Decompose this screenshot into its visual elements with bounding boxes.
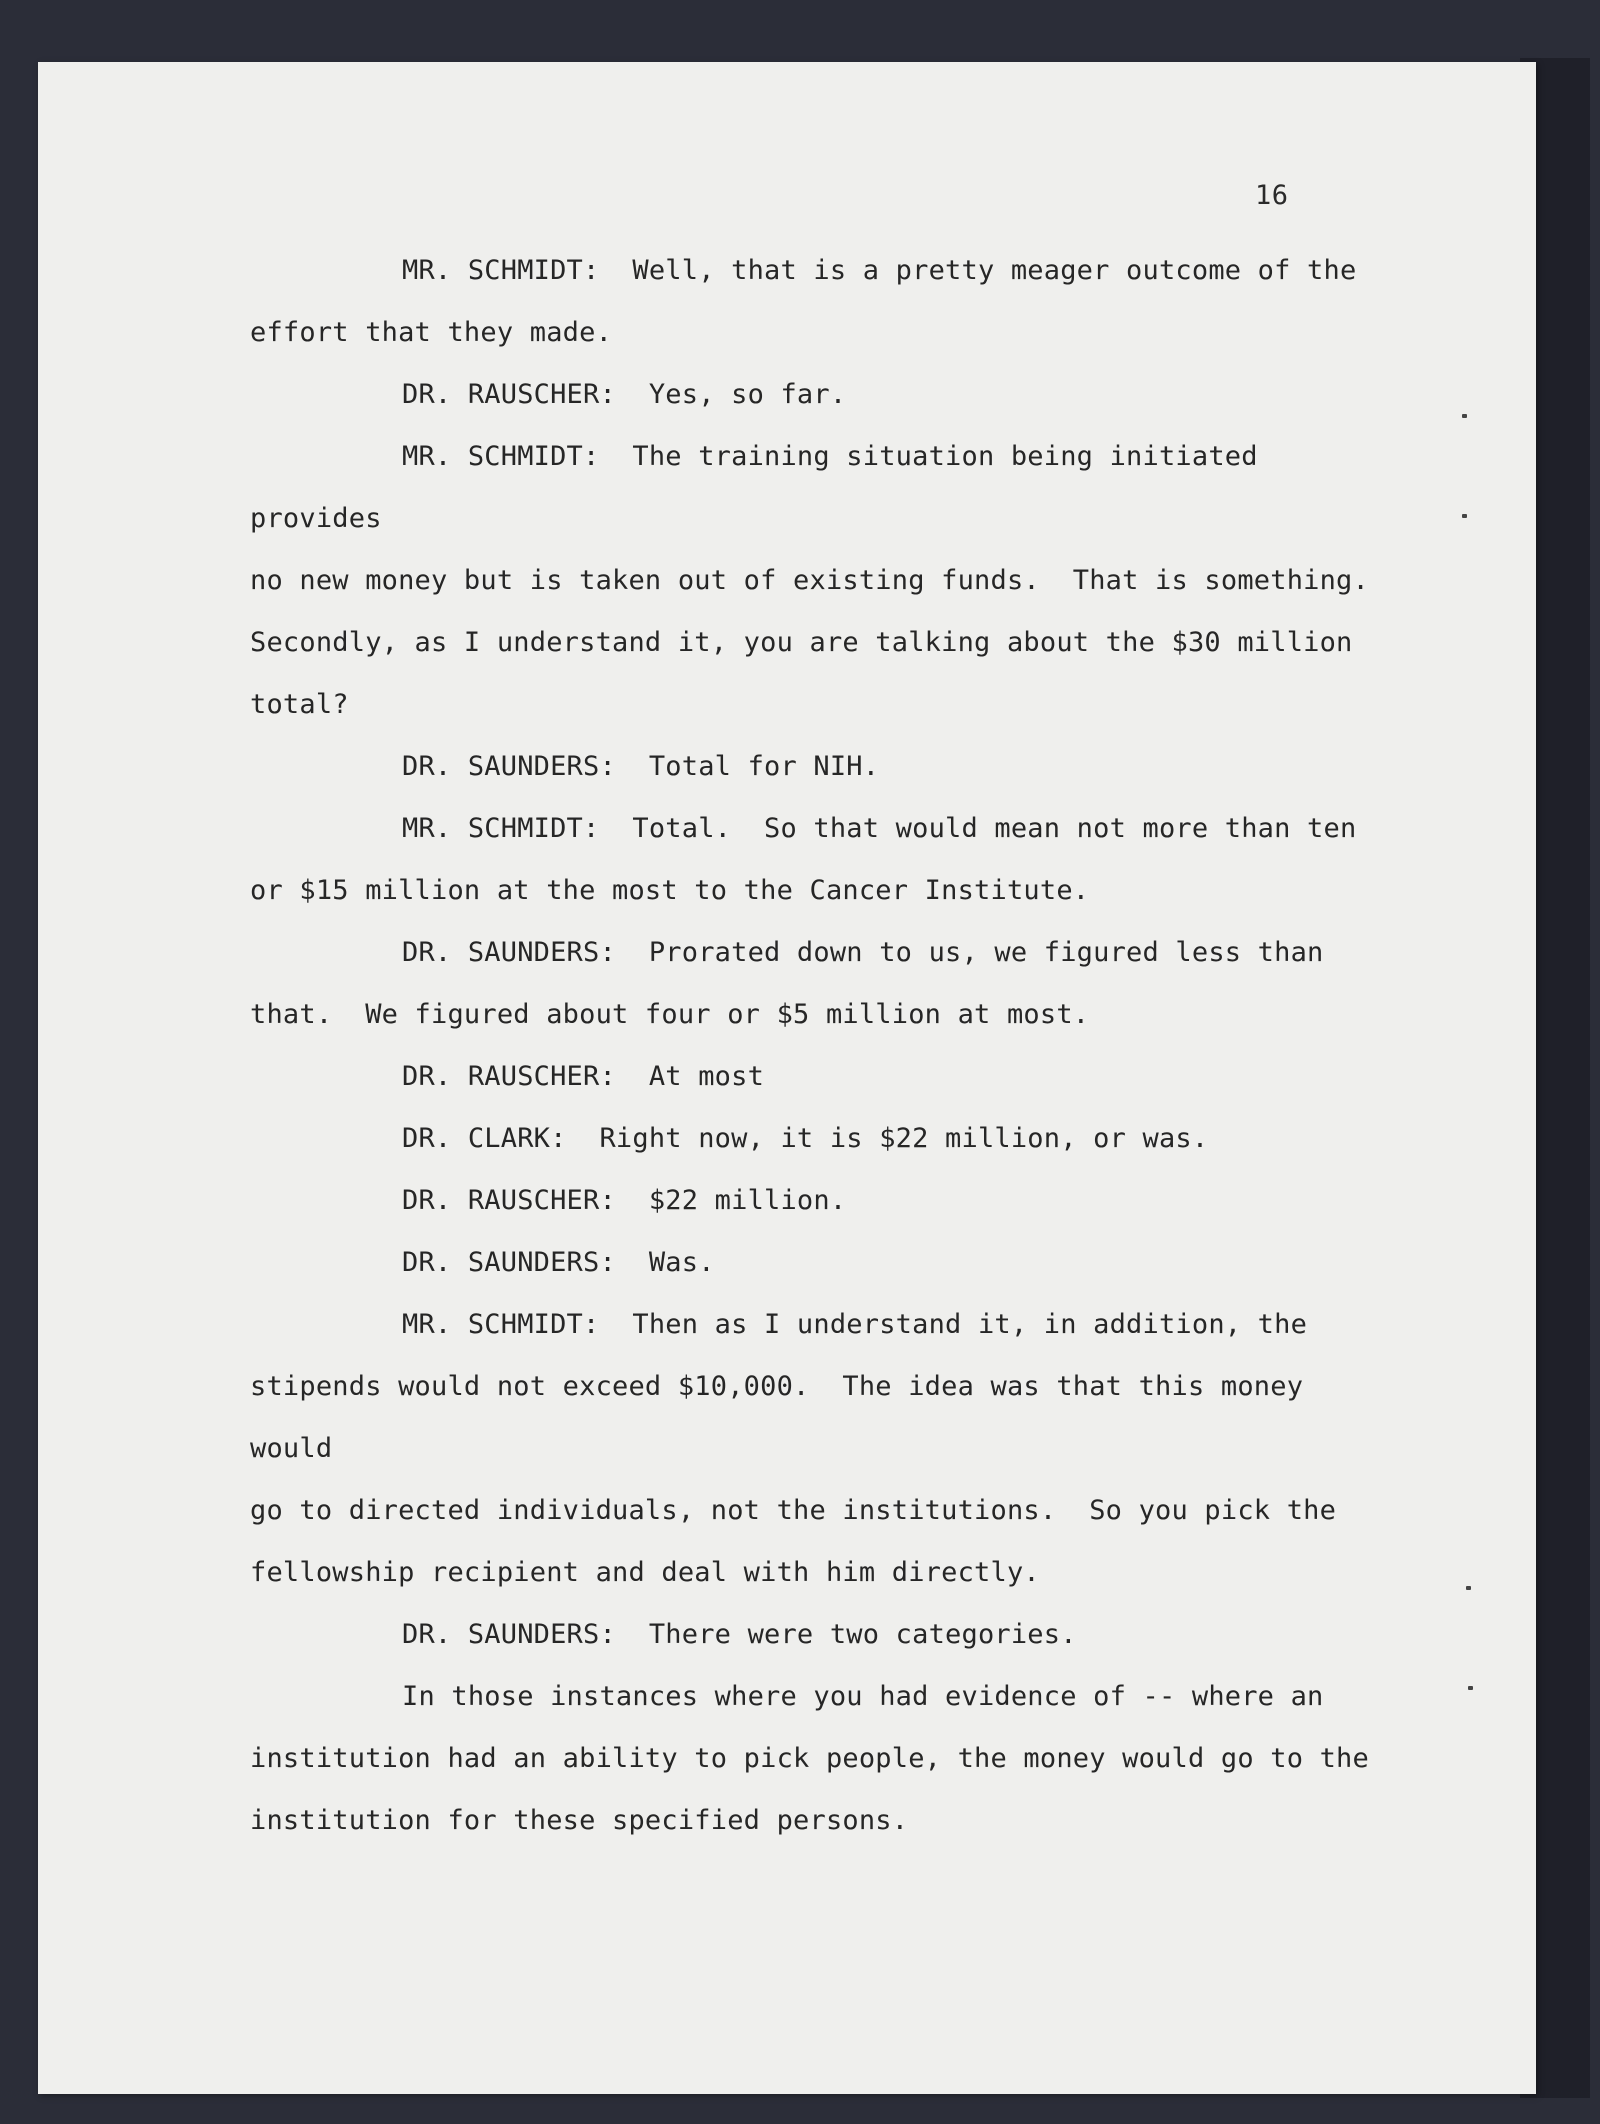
text-line: no new money but is taken out of existing funds. That is something. bbox=[250, 565, 1369, 596]
paragraph bbox=[250, 1666, 1400, 1852]
text-line: fellowship recipient and deal with him directly. bbox=[250, 1557, 1040, 1588]
paragraph bbox=[250, 240, 1400, 364]
transcript-body bbox=[250, 240, 1400, 1852]
margin-mark bbox=[1468, 1686, 1473, 1690]
text-line: DR. SAUNDERS: There were two categories. bbox=[402, 1619, 1077, 1650]
text-line: DR. CLARK: Right now, it is $22 million, or was. bbox=[402, 1123, 1209, 1154]
margin-mark bbox=[1462, 414, 1467, 418]
text-line: total? bbox=[250, 689, 349, 720]
text-line: stipends would not exceed $10,000. The idea was that this money would bbox=[250, 1371, 1320, 1464]
text-line: DR. SAUNDERS: Prorated down to us, we figured less than bbox=[402, 937, 1324, 968]
paragraph bbox=[250, 426, 1400, 736]
paragraph bbox=[250, 1170, 1400, 1232]
text-line: institution for these specified persons. bbox=[250, 1805, 909, 1836]
paragraph bbox=[250, 736, 1400, 798]
paragraph bbox=[250, 1232, 1400, 1294]
page-number: 16 bbox=[1255, 180, 1289, 211]
text-line: DR. RAUSCHER: $22 million. bbox=[402, 1185, 847, 1216]
text-line: MR. SCHMIDT: Total. So that would mean not more than ten bbox=[402, 813, 1357, 844]
paragraph bbox=[250, 364, 1400, 426]
text-line: DR. SAUNDERS: Total for NIH. bbox=[402, 751, 880, 782]
text-line: MR. SCHMIDT: Then as I understand it, in addition, the bbox=[402, 1309, 1308, 1340]
text-line: MR. SCHMIDT: The training situation being initiated provides bbox=[250, 441, 1275, 534]
paragraph bbox=[250, 1108, 1400, 1170]
text-line: DR. SAUNDERS: Was. bbox=[402, 1247, 715, 1278]
text-line: institution had an ability to pick people, the money would go to the bbox=[250, 1743, 1369, 1774]
paragraph bbox=[250, 922, 1400, 1046]
text-line: that. We figured about four or $5 million at most. bbox=[250, 999, 1090, 1030]
paragraph bbox=[250, 1294, 1400, 1604]
text-line: go to directed individuals, not the institutions. So you pick the bbox=[250, 1495, 1337, 1526]
paragraph bbox=[250, 1046, 1400, 1108]
text-line: effort that they made. bbox=[250, 317, 613, 348]
margin-mark bbox=[1466, 1586, 1471, 1590]
text-line: or $15 million at the most to the Cancer Institute. bbox=[250, 875, 1090, 906]
text-line: DR. RAUSCHER: Yes, so far. bbox=[402, 379, 847, 410]
text-line: Secondly, as I understand it, you are talking about the $30 million bbox=[250, 627, 1353, 658]
text-line: MR. SCHMIDT: Well, that is a pretty meager outcome of the bbox=[402, 255, 1357, 286]
paragraph bbox=[250, 1604, 1400, 1666]
text-line: DR. RAUSCHER: At most bbox=[402, 1061, 765, 1092]
margin-mark bbox=[1462, 514, 1467, 518]
text-line: In those instances where you had evidence of -- where an bbox=[402, 1681, 1324, 1712]
paragraph bbox=[250, 798, 1400, 922]
